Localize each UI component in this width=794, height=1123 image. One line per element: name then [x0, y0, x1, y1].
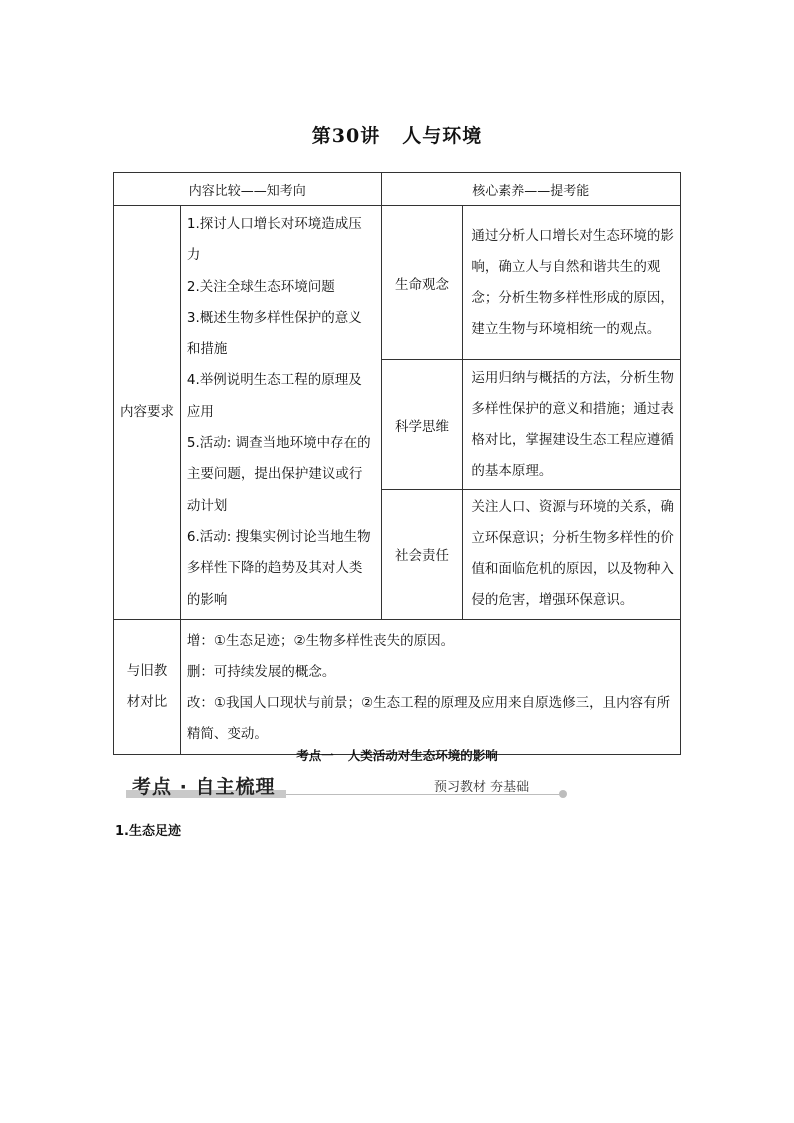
- kaodian-label: 考点一: [296, 748, 334, 763]
- list-item: 5.活动: 调查当地环境中存在的主要问题，提出保护建议或行动计划: [186, 435, 371, 514]
- content-table: [113, 172, 681, 755]
- list-item: 1.探讨人口增长对环境造成压力: [186, 216, 362, 264]
- literacy-name: 科学思维: [381, 360, 463, 490]
- literacy-name: 生命观念: [381, 206, 463, 360]
- compare-line: 改：①我国人口现状与前景；②生态工程的原理及应用来自原选修三，且内容有所精简、变动。: [186, 694, 671, 742]
- section-heading: 1.生态足迹: [115, 824, 181, 839]
- page-title: [0, 121, 794, 148]
- table-row: [114, 619, 681, 754]
- header-left: 内容比较——知考向: [114, 173, 382, 206]
- table-header-row: [114, 173, 681, 206]
- requirements-label-cell: [114, 206, 181, 620]
- banner-title: 考点 · 自主梳理: [132, 776, 276, 798]
- list-item: 6.活动: 搜集实例讨论当地生物多样性下降的趋势及其对人类的影响: [186, 528, 371, 608]
- requirements-list: [180, 206, 381, 620]
- kaodian-heading: [0, 746, 794, 764]
- lecture-topic: 人与环境: [402, 125, 483, 147]
- compare-line: 增：①生态足迹；②生物多样性丧失的原因。: [186, 632, 455, 649]
- literacy-desc: 关注人口、资源与环境的关系，确立环保意识；分析生物多样性的价值和面临危机的原因，以及物种入侵的危害，增强环保意识。: [463, 489, 681, 619]
- kaodian-text: 人类活动对生态环境的影响: [347, 748, 498, 763]
- list-item: 2.关注全球生态环境问题: [186, 278, 335, 295]
- compare-content: [180, 619, 680, 754]
- literacy-name: 社会责任: [381, 489, 463, 619]
- compare-line: 删：可持续发展的概念。: [186, 663, 336, 680]
- banner-dot-icon: [559, 790, 567, 798]
- compare-label-cell: [114, 619, 181, 754]
- header-right: 核心素养——提考能: [381, 173, 680, 206]
- literacy-desc: 通过分析人口增长对生态环境的影响，确立人与自然和谐共生的观念；分析生物多样性形成的原因，建立生物与环境相统一的观点。: [463, 206, 681, 360]
- list-item: 3.概述生物多样性保护的意义和措施: [186, 309, 362, 358]
- section-banner: [126, 772, 566, 802]
- list-item: 4.举例说明生态工程的原理及应用: [186, 372, 362, 420]
- requirements-label: 内容要求: [119, 403, 174, 420]
- lecture-number: 第30讲: [311, 125, 381, 147]
- table-row: [114, 206, 681, 360]
- compare-label: 与旧教材对比: [126, 662, 168, 710]
- literacy-desc: 运用归纳与概括的方法，分析生物多样性保护的意义和措施；通过表格对比，掌握建设生态工程应遵循的基本原理。: [463, 360, 681, 490]
- banner-subtitle: 预习教材 夯基础: [434, 780, 530, 795]
